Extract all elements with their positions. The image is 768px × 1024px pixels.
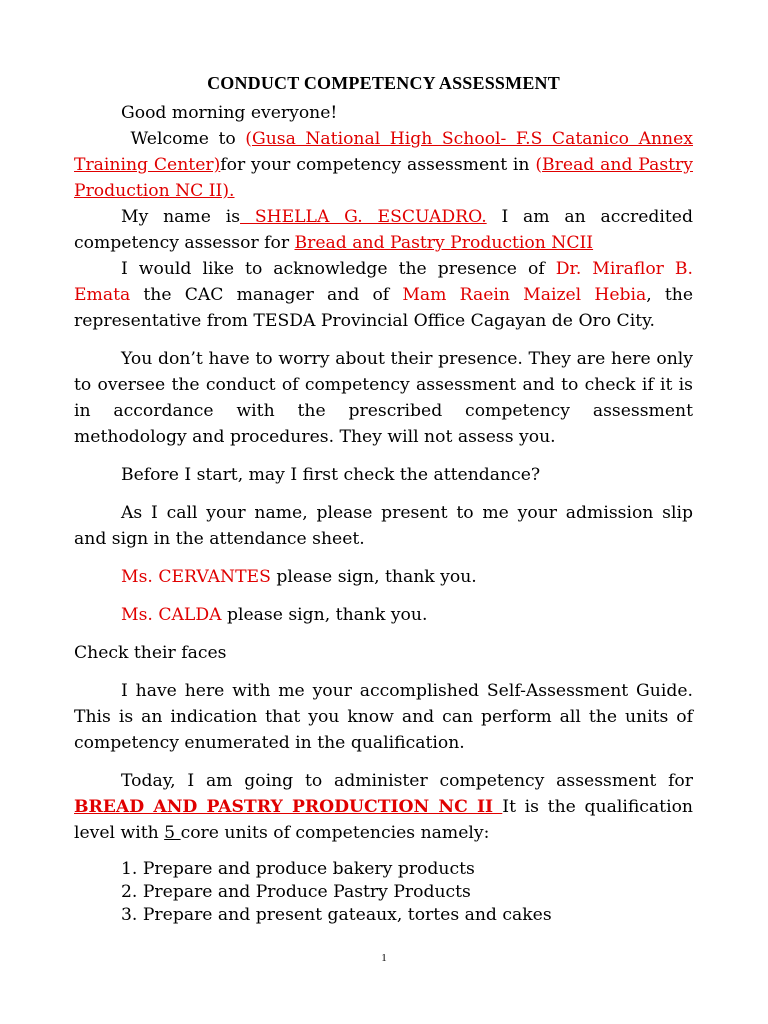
today-pre: Today, I am going to administer competency assessment for xyxy=(121,771,693,791)
units-list xyxy=(74,858,693,927)
check-faces: Check their faces xyxy=(74,643,227,663)
sign-line-2 xyxy=(74,602,693,628)
assessor-name: SHELLA G. ESCUADRO. xyxy=(240,207,487,227)
guide-paragraph: I have here with me your accomplished Self-Assessment Guide. This is an indication that you know and can perform all the units of competency enumerated in the qualification. xyxy=(74,681,693,753)
today-paragraph xyxy=(74,768,693,846)
sign-line-1 xyxy=(74,564,693,590)
document-page xyxy=(74,70,693,927)
worry-paragraph: You don’t have to worry about their presence. They are here only to oversee the conduct of competency assessment and to check if it is in accordance with the prescribed competency assessment methodology and procedures. They will not assess you. xyxy=(74,349,693,447)
candidate-name-2: Ms. CALDA xyxy=(121,605,222,625)
page-number: 1 xyxy=(381,952,387,964)
call-paragraph: As I call your name, please present to me your admission slip and sign in the attendance sheet. xyxy=(74,503,693,549)
list-item: 1. Prepare and produce bakery products xyxy=(121,859,475,879)
welcome-paragraph xyxy=(74,126,693,204)
center-open: ( xyxy=(245,129,252,149)
intro-paragraph xyxy=(74,204,693,256)
greeting-text: Good morning everyone! xyxy=(121,103,338,123)
list-item: 3. Prepare and present gateaux, tortes and cakes xyxy=(121,905,552,925)
sign-text-2: please sign, thank you. xyxy=(221,605,428,625)
cac-manager: Dr. Miraflor B. Emata xyxy=(74,259,693,305)
intro-pre: My name is xyxy=(121,207,241,227)
attendance-paragraph: Before I start, may I first check the attendance? xyxy=(121,465,541,485)
greeting xyxy=(74,100,693,126)
today-mid: It is the qualification level with xyxy=(74,797,693,843)
qualification: Bread and Pastry Production NC II). xyxy=(74,155,693,201)
unit-count: 5 xyxy=(164,823,181,843)
qual-open: ( xyxy=(535,155,543,175)
today-post: core units of competencies namely: xyxy=(180,823,490,843)
intro-mid: I am an accredited competency assessor for xyxy=(74,207,693,253)
candidate-name-1: Ms. CERVANTES xyxy=(121,567,271,587)
welcome-mid: for your competency assessment in xyxy=(220,155,536,175)
ack-mid: the CAC manager and of xyxy=(130,285,403,305)
list-item: 2. Prepare and Produce Pastry Products xyxy=(121,882,471,902)
ack-post: , the representative from TESDA Provincial Office Cagayan de Oro City. xyxy=(74,285,694,331)
ack-pre: I would like to acknowledge the presence of xyxy=(121,259,556,279)
training-center: Gusa National High School- F.S Catanico Annex Training Center) xyxy=(74,129,693,175)
tesda-representative: Mam Raein Maizel Hebia xyxy=(402,285,647,305)
acknowledge-paragraph xyxy=(74,256,693,334)
welcome-pre: Welcome to xyxy=(130,129,246,149)
intro-qualification: Bread and Pastry Production NCII xyxy=(294,233,594,253)
sign-text-1: please sign, thank you. xyxy=(270,567,477,587)
page-title: CONDUCT COMPETENCY ASSESSMENT xyxy=(207,73,560,93)
today-qualification: BREAD AND PASTRY PRODUCTION NC II xyxy=(74,797,503,817)
